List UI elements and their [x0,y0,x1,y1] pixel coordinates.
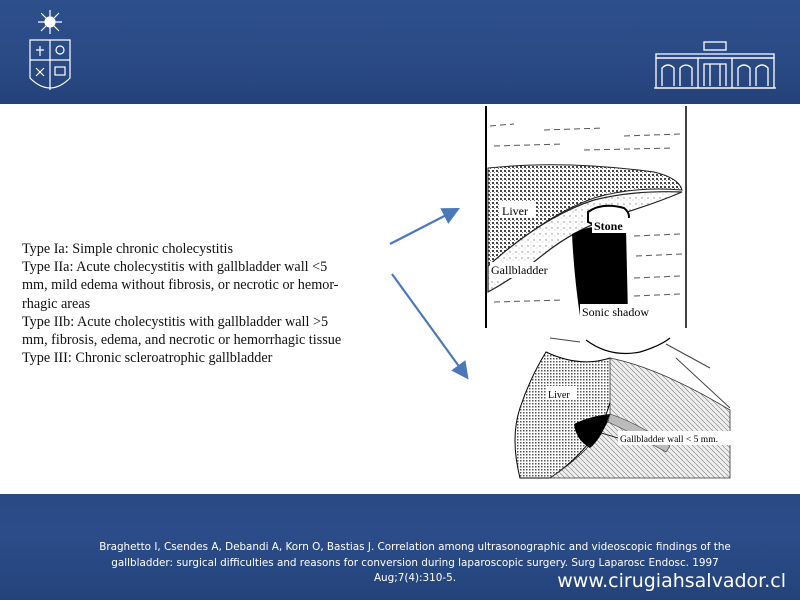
ultrasound-diagram-wall [490,328,744,490]
header-banner [0,0,800,104]
university-building-logo [652,40,778,92]
sonic-shadow-label: Sonic shadow [582,305,649,319]
pointer-arrows [380,200,490,390]
list-item: Type IIa: Acute cholecystitis with gallbladder wall <5 [22,259,328,276]
liver-label: Liver [502,204,528,218]
university-crest-logo [24,8,76,100]
ultrasound-diagram-stone [484,106,688,328]
list-item: rhagic areas [22,295,91,312]
wall-label: Gallbladder wall < 5 mm. [620,435,718,445]
list-item: mm, fibrosis, edema, and necrotic or hemorrhagic tissue [22,332,342,349]
stone-label: Stone [594,219,623,233]
classification-list [22,240,390,367]
citation-text: Braghetto I, Csendes A, Debandi A, Korn O, Bastias J. Correlation among ultrasonographic and videoscopic findings of the gallbladder: surgical difficulties and reasons for conversion during laparoscopic surgery. Surg Laparosc Endosc. 1997 Aug;7(4):310-5. [99,541,731,584]
gallbladder-label: Gallbladder [491,263,548,277]
liver-label: Liver [548,390,570,401]
list-item: Type III: Chronic scleroatrophic gallbladder [22,350,273,367]
arrow-to-top-figure [390,210,456,244]
list-item: Type IIb: Acute cholecystitis with gallbladder wall >5 [22,313,329,330]
list-item: Type Ia: Simple chronic cholecystitis [22,241,233,257]
list-item: mm, mild edema without fibrosis, or necrotic or hemor- [22,277,339,294]
website-link[interactable]: www.cirugiahsalvador.cl [557,570,786,592]
arrow-to-bottom-figure [392,274,466,376]
